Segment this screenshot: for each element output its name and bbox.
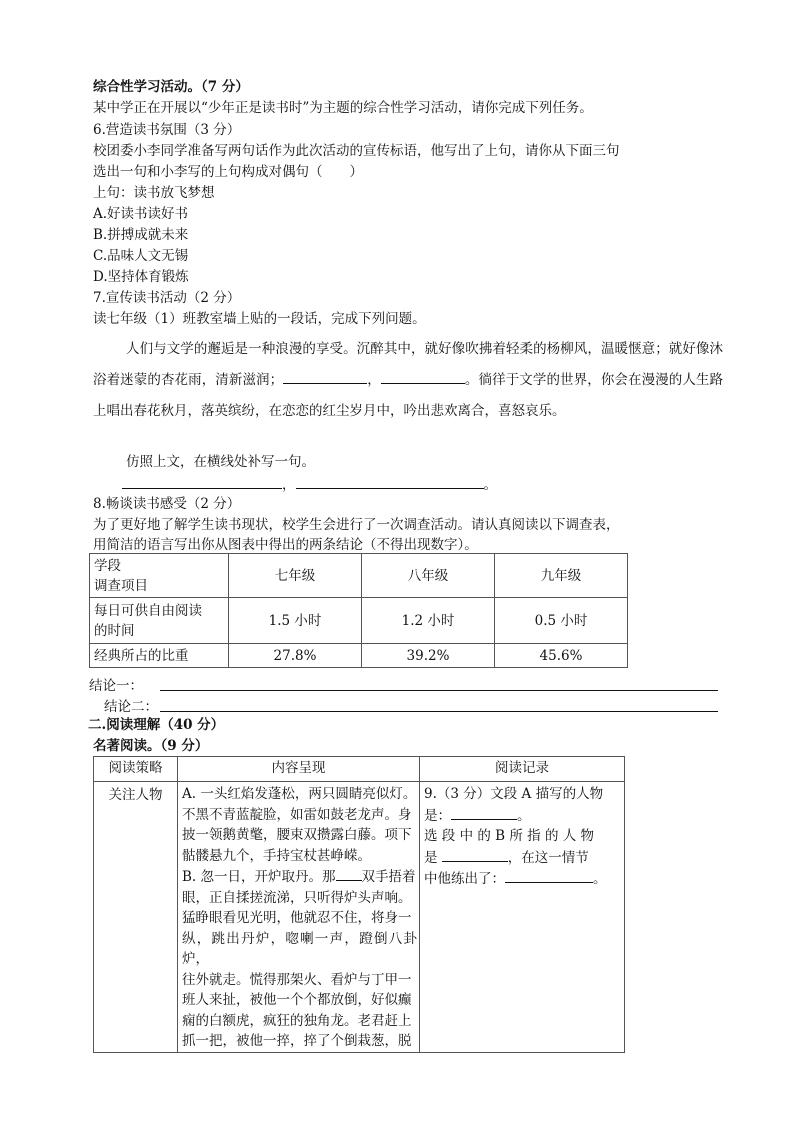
content-line-part: 双手捂着 bbox=[361, 869, 416, 885]
conclusion-1-label: 结论一： bbox=[89, 678, 143, 694]
conclusion-2-blank[interactable] bbox=[160, 711, 718, 712]
survey-row-label-line2: 的时间 bbox=[94, 622, 135, 639]
content-line: 不黑不青蓝靛脸，如雷如鼓老龙声。身 bbox=[182, 806, 412, 823]
content-line-part: B. 忽一日，开炉取丹。那 bbox=[182, 869, 336, 885]
reading-row bbox=[94, 782, 625, 1053]
reading-table bbox=[93, 756, 625, 1053]
q7-stem: 读七年级（1）班教室墙上贴的一段话，完成下列问题。 bbox=[93, 311, 426, 327]
reading-header-record: 阅读记录 bbox=[420, 757, 625, 782]
conclusion-2-label: 结论二： bbox=[104, 699, 158, 715]
section2-title: 二.阅读理解（40 分） bbox=[88, 717, 225, 733]
q7-passage-blank2 bbox=[381, 369, 465, 384]
section-header: 综合性学习活动。（7 分） bbox=[93, 79, 249, 95]
reading-record-cell bbox=[420, 782, 625, 1053]
q7-answer-line bbox=[122, 474, 497, 495]
q7-passage bbox=[93, 334, 723, 427]
content-inline-blank bbox=[336, 866, 362, 881]
q7-passage-separator: ， bbox=[367, 372, 381, 388]
q9-line5-label: 中他练出了： bbox=[424, 871, 505, 887]
q7-title: 7.宣传读书活动（2 分） bbox=[93, 290, 241, 306]
survey-row-label-line1: 每日可供自由阅读 bbox=[94, 602, 202, 619]
q7-passage-part1: 人们与文学的邂逅是一种浪漫的享受。沉醉其中，就好像吹拂着轻柔的杨柳风，温暖惬意；就好像沐浴着迷蒙的杏花雨，清新滋润； bbox=[93, 341, 723, 388]
survey-row-label: 经典所占的比重 bbox=[90, 644, 229, 668]
q6-option-a: A.好读书读好书 bbox=[93, 206, 189, 222]
q9-line3: 选 段 中 的 B 所 指 的 人 物 bbox=[424, 828, 595, 844]
content-line: 抓一把，被他一捽，捽了个倒栽葱，脱 bbox=[182, 1033, 412, 1049]
content-line: 披一领鹅黄氅，腰束双攒露白藤。项下 bbox=[182, 827, 412, 843]
survey-row-label bbox=[90, 598, 229, 644]
content-line: 骷髅悬九个，手持宝杖甚峥嵘。 bbox=[182, 847, 371, 864]
activity-intro: 某中学正在开展以“少年正是读书时”为主题的综合性学习活动，请你完成下列任务。 bbox=[93, 100, 593, 116]
q8-stem-line1: 为了更好地了解学生读书现状，校学生会进行了一次调查活动。请认真阅读以下调查表， bbox=[93, 517, 620, 533]
q9-line1: 9.（3 分）文段 A 描写的人物 bbox=[424, 786, 604, 802]
q7-answer-end: 。 bbox=[483, 477, 497, 493]
survey-grade-7: 七年级 bbox=[229, 554, 362, 598]
survey-cell: 1.5 小时 bbox=[229, 598, 362, 644]
survey-grade-8: 八年级 bbox=[362, 554, 495, 598]
content-line: 往外就走。慌得那架火、看炉与丁甲一 bbox=[182, 971, 412, 988]
q7-answer-blank1[interactable] bbox=[122, 474, 282, 489]
q9-blank-character-a[interactable] bbox=[451, 805, 517, 820]
survey-cell: 27.8% bbox=[229, 644, 362, 668]
survey-cell: 39.2% bbox=[362, 644, 495, 668]
survey-row-reading-time bbox=[90, 598, 628, 644]
content-line: 痫的白额虎，疯狂的独角龙。老君赶上 bbox=[182, 1012, 412, 1029]
q9-line5 bbox=[424, 868, 620, 890]
survey-row-classics bbox=[90, 644, 628, 668]
q9-blank-skill[interactable] bbox=[505, 868, 593, 883]
q9-line4 bbox=[424, 847, 620, 869]
reading-strategy-cell: 关注人物 bbox=[94, 782, 178, 1053]
conclusion-1-blank[interactable] bbox=[160, 690, 718, 691]
q6-stem-line2: 选出一句和小李写的上句构成对偶句（ ） bbox=[93, 164, 363, 180]
q8-title: 8.畅谈读书感受（2 分） bbox=[93, 496, 241, 512]
section2-subtitle: 名著阅读。（9 分） bbox=[93, 738, 209, 754]
content-line: 眼，正自揉搓流涕，只听得炉头声响。 bbox=[182, 889, 412, 906]
reading-header-content: 内容呈现 bbox=[178, 757, 420, 782]
content-line: 班人来扯，被他一个个都放倒，好似癫 bbox=[182, 992, 412, 1008]
q7-answer-separator: ， bbox=[282, 477, 296, 493]
q6-title: 6.营造读书氛围（3 分） bbox=[93, 122, 241, 138]
survey-cell: 0.5 小时 bbox=[495, 598, 628, 644]
q6-option-d: D.坚持体育锻炼 bbox=[93, 269, 189, 285]
q9-line2-label: 是： bbox=[424, 807, 451, 824]
content-line: 纵，跳出丹炉，唿喇一声，蹬倒八卦炉， bbox=[182, 930, 417, 967]
survey-corner-top: 学段 bbox=[94, 557, 121, 574]
q8-stem-line2: 用简洁的语言写出你从图表中得出的两条结论（不得出现数字）。 bbox=[93, 537, 478, 553]
reading-content-cell bbox=[178, 782, 420, 1053]
q9-line5-end: 。 bbox=[593, 871, 607, 887]
survey-corner-bottom: 调查项目 bbox=[94, 577, 148, 594]
q6-option-b: B.拼搏成就未来 bbox=[93, 227, 189, 243]
q7-passage-blank1 bbox=[283, 369, 367, 384]
survey-table bbox=[89, 553, 628, 668]
survey-corner-cell bbox=[90, 554, 229, 598]
q9-blank-character-b[interactable] bbox=[442, 847, 508, 862]
q7-passage-part2: 。徜徉于文学的世界，你会在漫漫的人生路上唱出春花秋月，落英缤纷，在恋恋的红尘岁月中，吟出悲欢离合，喜怒哀乐。 bbox=[93, 372, 724, 419]
q7-answer-blank2[interactable] bbox=[296, 474, 484, 489]
content-line bbox=[182, 866, 417, 888]
q7-instruction: 仿照上文，在横线处补写一句。 bbox=[126, 454, 315, 470]
q9-line4-end: ，在这一情节 bbox=[507, 849, 589, 866]
survey-cell: 45.6% bbox=[495, 644, 628, 668]
q6-upper-sentence: 上句：读书放飞梦想 bbox=[93, 185, 215, 201]
survey-grade-9: 九年级 bbox=[495, 554, 628, 598]
content-line: A. 一头红焰发蓬松，两只圆睛亮似灯。 bbox=[182, 786, 417, 802]
q9-line4-label: 是 bbox=[424, 849, 442, 866]
content-line: 猛睁眼看见光明，他就忍不住，将身一 bbox=[182, 910, 412, 926]
survey-cell: 1.2 小时 bbox=[362, 598, 495, 644]
q6-stem-line1: 校团委小李同学准备写两句话作为此次活动的宣传标语，他写出了上句，请你从下面三句 bbox=[93, 143, 620, 159]
reading-header-row bbox=[94, 757, 625, 782]
q9-line2 bbox=[424, 805, 620, 827]
q6-option-c: C.品味人文无锡 bbox=[93, 248, 189, 264]
reading-header-strategy: 阅读策略 bbox=[94, 757, 178, 782]
q9-line2-end: 。 bbox=[517, 807, 531, 824]
survey-header-row bbox=[90, 554, 628, 598]
